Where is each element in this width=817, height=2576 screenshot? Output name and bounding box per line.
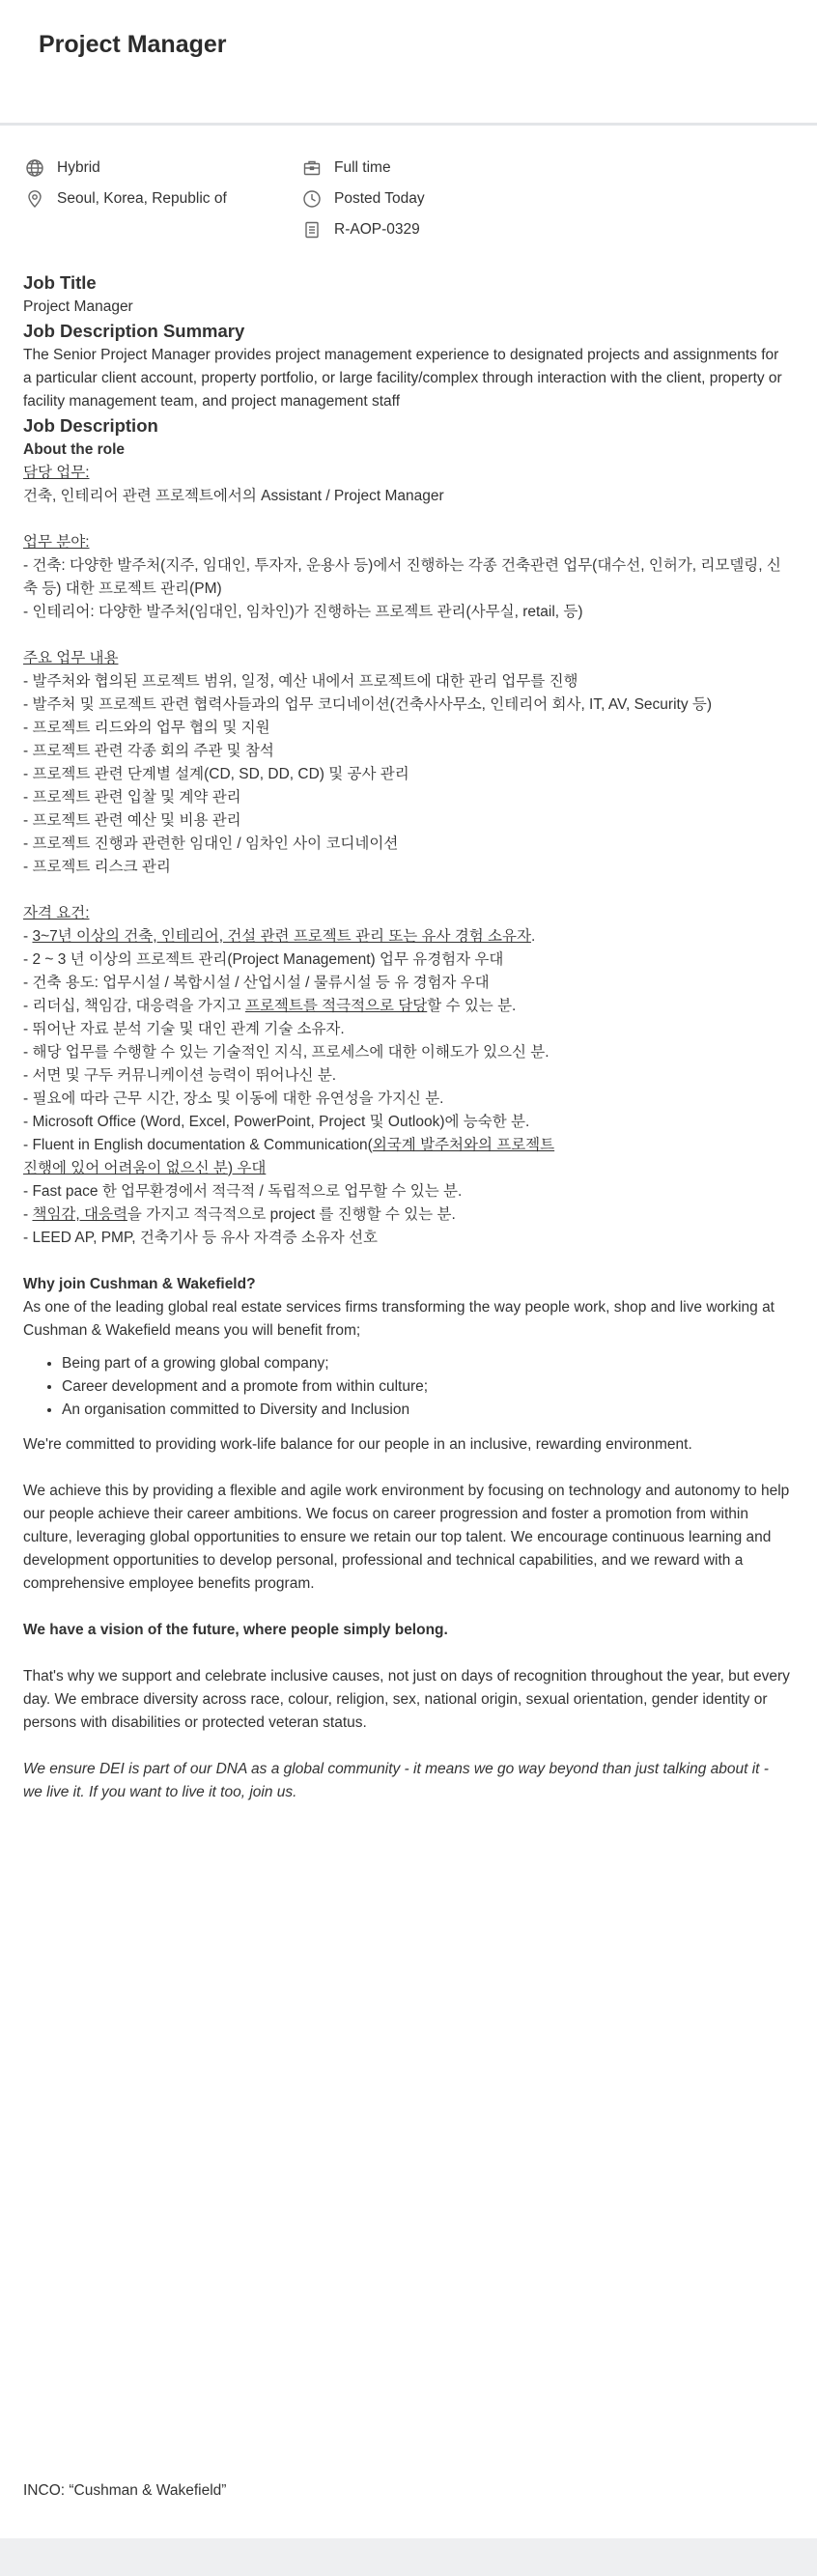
requirement-item: - 필요에 따라 근무 시간, 장소 및 이동에 대한 유연성을 가지신 분.: [23, 1090, 444, 1107]
work-life-balance-text: We're committed to providing work-life balance for our people in an inclusive, rewarding environment.: [23, 1436, 692, 1453]
globe-icon: [25, 158, 44, 178]
job-title-heading: Job Title: [23, 272, 97, 293]
requirement-item: - LEED AP, PMP, 건축기사 등 유사 자격증 소유자 선호: [23, 1230, 379, 1246]
main-duty-item: - 프로젝트 리스크 관리: [23, 859, 171, 875]
employment-type: [302, 158, 391, 178]
benefit-item: • Being part of a growing global company;: [62, 1352, 791, 1375]
page-header: [0, 0, 817, 126]
flexible-work-text: We achieve this by providing a flexible and agile work environment by focusing on technology and autonomy to help our people achieve their career ambitions. We focus on career progression and foster a promotion from within culture, leveraging global opportunities to ensure we retain our top talent. We encourage continuous learning and development opportunities to develop personal, professional and technical capabilities, and we reward with a comprehensive employee benefits program.: [23, 1483, 790, 1592]
field-item: - 인테리어: 다양한 발주처(임대인, 임차인)가 진행하는 프로젝트 관리(사무실, retail, 등): [23, 604, 583, 620]
employment-type-label: Full time: [334, 159, 391, 176]
main-duty-item: - 발주처와 협의된 프로젝트 범위, 일정, 예산 내에서 프로젝트에 대한 관리 업무를 진행: [23, 673, 578, 690]
inco-footer: INCO: “Cushman & Wakefield”: [23, 2482, 227, 2499]
job-meta: [0, 126, 817, 241]
inclusion-text: That's why we support and celebrate inclusive causes, not just on days of recognition throughout the year, but every day. We embrace diversity across race, colour, religion, sex, national origin, sexual orientation, gender identity or persons with disabilities or protected veteran status.: [23, 1668, 790, 1731]
job-title-value: Project Manager: [23, 298, 133, 315]
main-duty-item: - 프로젝트 관련 예산 및 비용 관리: [23, 812, 241, 829]
posted-date: [302, 189, 425, 209]
requirement-item: - 뛰어난 자료 분석 기술 및 대인 관계 기술 소유자.: [23, 1021, 345, 1037]
why-join-intro: As one of the leading global real estate services firms transforming the way people work, shop and live working at Cushman & Wakefield means you will benefit from;: [23, 1299, 775, 1339]
benefits-list: [62, 1352, 791, 1422]
main-duty-item: - 프로젝트 진행과 관련한 임대인 / 임차인 사이 코디네이션: [23, 835, 399, 852]
duties-label: 담당 업무:: [23, 465, 90, 481]
clock-icon: [302, 189, 322, 209]
location: [25, 189, 227, 209]
main-duty-item: - 프로젝트 관련 단계별 설계(CD, SD, DD, CD) 및 공사 관리: [23, 766, 409, 782]
field-item: - 건축: 다양한 발주처(지주, 임대인, 투자자, 운용사 등)에서 진행하는 각종 건축관련 업무(대수선, 인허가, 리모델링, 신축 등) 대한 프로젝트 관리(PM): [23, 557, 781, 597]
requirement-item: - 3~7년 이상의 건축, 인테리어, 건설 관련 프로젝트 관리 또는 유사 경험 소유자.: [23, 928, 536, 945]
work-mode-label: Hybrid: [57, 159, 100, 176]
benefit-item: • Career development and a promote from within culture;: [62, 1375, 791, 1399]
dei-text: We ensure DEI is part of our DNA as a global community - it means we go way beyond than just talking about it - we live it. If you want to live it too, join us.: [23, 1761, 769, 1800]
requirement-item: - Microsoft Office (Word, Excel, PowerPoint, Project 및 Outlook)에 능숙한 분.: [23, 1114, 530, 1130]
location-label: Seoul, Korea, Republic of: [57, 190, 227, 207]
posted-date-label: Posted Today: [334, 190, 425, 207]
requirement-item: - Fast pace 한 업무환경에서 적극적 / 독립적으로 업무할 수 있는 분.: [23, 1183, 463, 1200]
main-duty-item: - 발주처 및 프로젝트 관련 협력사들과의 업무 코디네이션(건축사사무소, 인테리어 회사, IT, AV, Security 등): [23, 696, 713, 713]
summary-text: The Senior Project Manager provides project management experience to designated projects and assignments for a particular client account, property portfolio, or large facility/complex through interaction with the client, property or facility management team, and project management staff: [23, 347, 782, 410]
vision-text: We have a vision of the future, where people simply belong.: [23, 1622, 448, 1638]
main-duties-label: 주요 업무 내용: [23, 650, 119, 666]
work-mode: [25, 158, 100, 178]
main-duty-item: - 프로젝트 관련 입찰 및 계약 관리: [23, 789, 241, 806]
description-heading: Job Description: [23, 415, 158, 436]
briefcase-icon: [302, 158, 322, 178]
benefit-item: • An organisation committed to Diversity and Inclusion: [62, 1399, 791, 1422]
summary-heading: Job Description Summary: [23, 321, 245, 341]
requirements-label: 자격 요건:: [23, 905, 90, 921]
fields-label: 업무 분야:: [23, 534, 90, 551]
about-role-heading: About the role: [23, 441, 126, 458]
why-join-heading: Why join Cushman & Wakefield?: [23, 1276, 256, 1292]
requirement-item: - 2 ~ 3 년 이상의 프로젝트 관리(Project Management) 업무 유경험자 우대: [23, 951, 504, 968]
main-duty-item: - 프로젝트 리드와의 업무 협의 및 지원: [23, 720, 270, 736]
location-pin-icon: [25, 189, 44, 209]
requirement-item: - 리더십, 책임감, 대응력을 가지고 프로젝트를 적극적으로 담당할 수 있는 분.: [23, 998, 517, 1014]
requirement-item: - 건축 용도: 업무시설 / 복합시설 / 산업시설 / 물류시설 등 유 경험자 우대: [23, 975, 490, 991]
page-title: Project Manager: [39, 31, 227, 58]
requisition-id-label: R-AOP-0329: [334, 221, 420, 238]
job-description-body: [23, 270, 791, 1804]
requirement-item: - 해당 업무를 수행할 수 있는 기술적인 지식, 프로세스에 대한 이해도가 있으신 분.: [23, 1044, 549, 1061]
requirement-item: - 책임감, 대응력을 가지고 적극적으로 project 를 진행할 수 있는 분.: [23, 1206, 456, 1223]
main-duty-item: - 프로젝트 관련 각종 회의 주관 및 참석: [23, 743, 274, 759]
requisition-id: [302, 220, 420, 240]
requirement-item: - Fluent in English documentation & Communication(외국계 발주처와의 프로젝트 진행에 있어 어려움이 없으신 분) 우대: [23, 1137, 555, 1176]
document-icon: [302, 220, 322, 240]
duties-text: 건축, 인테리어 관련 프로젝트에서의 Assistant / Project Manager: [23, 488, 444, 504]
requirement-item: - 서면 및 구두 커뮤니케이션 능력이 뛰어나신 분.: [23, 1067, 337, 1084]
